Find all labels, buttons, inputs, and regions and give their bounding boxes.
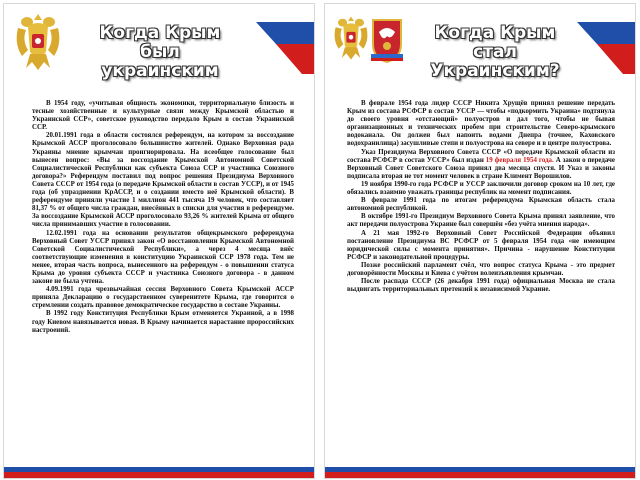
left-paragraph: 12.02.1991 года на основании результатов общекрымского референдума Верховный Совет УССР принял закон «О восстановлении Крымской Автономной Советской Социалистической Республики», а через 4 месяца внёс соответствующие изменения в конституцию Украинской ССР 1978 года. Тем не менее, вторая часть вопроса, вынесенного на референдум - о повышении статуса Крыма до уровня субъекта СССР и участника Союзного договора - в данном законе не была учтена.: [32, 229, 294, 286]
right-paragraph: В феврале 1991 года по итогам референдума Крымская область стала автономной республикой.: [347, 197, 615, 213]
right-paragraph: Позже российский парламент счёл, что вопрос статуса Крыма - это предмет договорённости Москвы и Киева с учётом волеизъявления крымчан.: [347, 261, 615, 277]
left-paragraph: 4.09.1991 года чрезвычайная сессия Верховного Совета Крымской АССР приняла Декларацию о государственном суверенитете Крыма, где говорится о стремлении создать правовое демократическое государство в составе Украины.: [32, 286, 294, 310]
russia-coat-of-arms-icon: [12, 10, 64, 74]
decree-text: Указ Президиума Верховного Совета СССР «О передаче Крымской области из состава РСФСР в состав УССР» был издан: [347, 148, 615, 164]
left-paragraph: В 1954 году, «учитывая общность экономики, территориальную близость и тесные хозяйственные и культурные связи между Крымской областью и Украинской ССР», советское руководство передало Крым в состав Украинской ССР.: [32, 100, 294, 132]
russia-coat-of-arms-icon: [331, 12, 371, 64]
left-title-line-1: Когда Крым: [99, 23, 221, 43]
left-title-line-3: украинским: [101, 61, 219, 82]
crimea-coat-of-arms-icon: [369, 14, 405, 64]
bottom-flag-band: [4, 462, 314, 478]
right-paragraph: 19 ноября 1990-го года РСФСР и УССР заключили договор сроком на 10 лет, где обязались взаимно уважать границы республик на момент подписания.: [347, 180, 615, 197]
right-paragraph-decree: [347, 149, 615, 181]
right-paragraph: После распада СССР (26 декабря 1991 года) официальная Москва не стала выдвигать территориальных претензий к независимой Украине.: [347, 278, 615, 294]
right-title-line-1: Когда Крым: [434, 23, 556, 43]
left-paragraph: 20.01.1991 года в области состоялся референдум, на котором за воссоздание Крымской АССР проголосовало большинство жителей. Однако Верховная рада Украины мнение крымчан проигнорировала. На всеобщее голосование был вынесен вопрос: «Вы за воссоздание Крымской Автономной Советской Социалистической Республики как субъекта Союза ССР и участника Союзного договора?» Референдум поставил под вопрос решения Президиума Верховного Совета СССР от 1954 года (о передаче Крымской области в состав УССР), и от 1945 года (об упразднении КрАССР, и о создании вместо неё Крымской области). В референдуме приняли участие 1 миллион 441 тысяча 19 человек, что составляет 81,37 % от общего числа граждан, внесённых в списки для участия в референдуме. За воссоздание Крымской АССР проголосовало 93,26 % жителей Крыма от общего числа принимавших участие в голосовании.: [32, 132, 294, 229]
right-poster: [324, 3, 636, 479]
left-body: [32, 100, 294, 335]
left-poster: [3, 3, 315, 479]
right-body: [347, 100, 615, 294]
right-title: [405, 24, 585, 81]
right-title-line-2: стал: [473, 42, 517, 63]
left-title: [70, 24, 250, 81]
bottom-flag-band: [325, 462, 635, 478]
decree-text-after: А закон о передаче Верховный Совет Советского Союза принял два месяца спустя. И Указ и законы подписала вторая не тот момент человек в стране Климент Ворошилов.: [347, 156, 615, 180]
right-paragraph: В феврале 1954 года лидер СССР Никита Хрущёв принял решение передать Крым из состава РСФСР в состав УССР — чтобы «подкормить Украина» подтянула до своего уровня «отстающий» полуостров и дал того, чтобы не бывая организационных и технических пробем при строительстве Северо-крымского водоканала. Он должен был напоить водами Днепра (точнее, Каховского водохранилища) засушливые степи и полуострова на севере и в центре полуострова.: [347, 100, 615, 148]
right-paragraph: А 21 мая 1992-го Верховный Совет Российской Федерации объявил постановление Президиума ВС РСФСР от 5 февраля 1954 года «не имеющим юридической силы с момента принятия». Причина - нарушение Конституции РСФСР и законодательной процедуры.: [347, 229, 615, 261]
right-paragraph: В октябре 1991-го Президиум Верховного Совета Крыма принял заявление, что акт передачи полуострова Украине был совершён «без учёта мнения народа».: [347, 213, 615, 229]
left-paragraph: В 1992 году Конституция Республики Крым отменяется Украиной, а в 1998 году Киевом навязывается новая. В Крыму начинается нарастание пророссийских настроений.: [32, 310, 294, 334]
right-title-line-3: Украинским?: [430, 61, 560, 82]
left-title-line-2: был: [140, 42, 180, 63]
decree-date-highlight: 19 февраля 1954 года.: [485, 156, 554, 164]
